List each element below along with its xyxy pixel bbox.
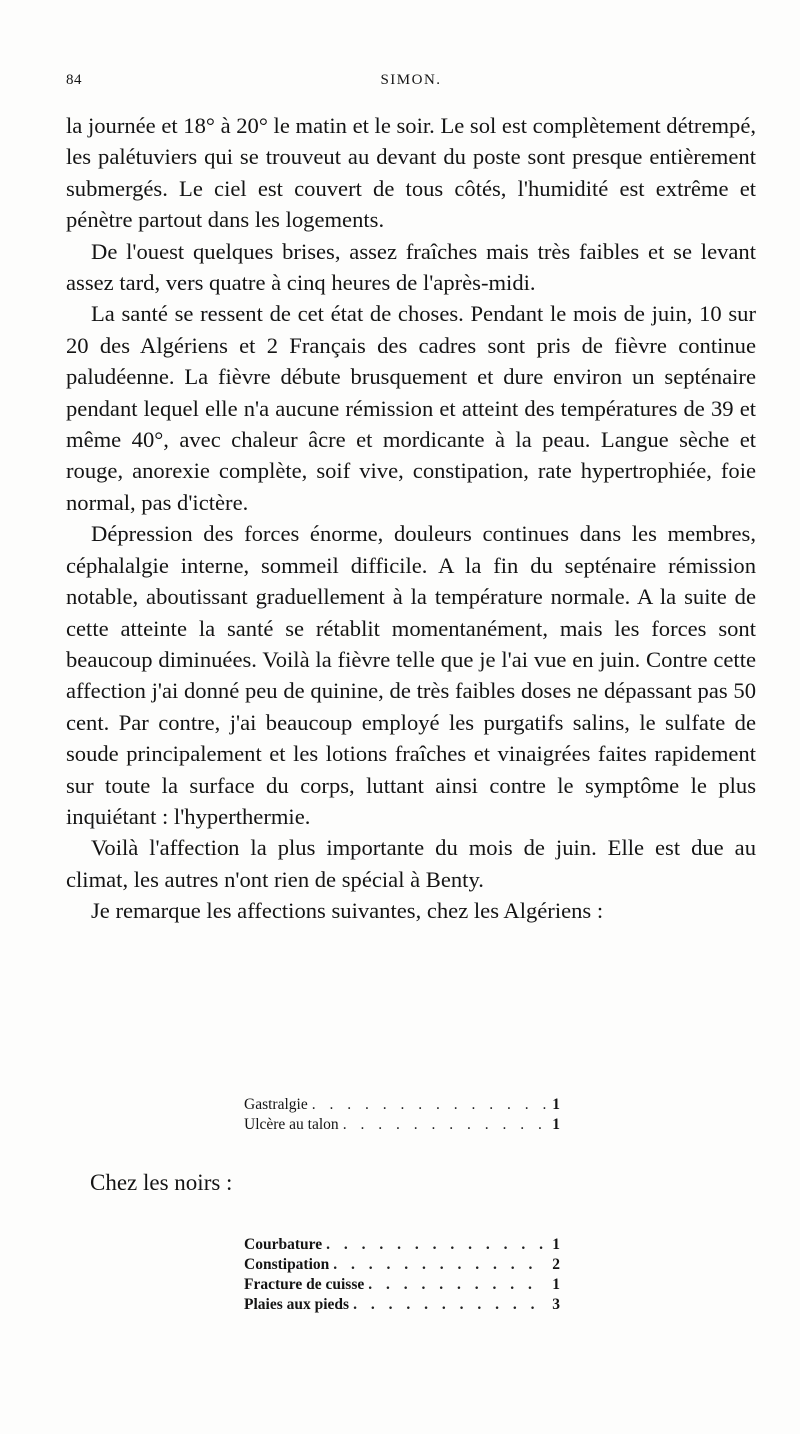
dot-leader bbox=[308, 1096, 546, 1114]
page-number: 84 bbox=[66, 72, 82, 88]
paragraph-2: De l'ouest quelques brises, assez fraîches mais très faibles et se levant assez tard, vers quatre à cinq heures de l'après-midi. bbox=[66, 238, 756, 296]
list-item bbox=[244, 1096, 560, 1116]
page-header bbox=[66, 72, 756, 96]
affection-name: Gastralgie bbox=[244, 1096, 308, 1113]
affection-name: Ulcère au talon bbox=[244, 1116, 339, 1133]
list-item bbox=[244, 1276, 560, 1296]
affection-name: Fracture de cuisse bbox=[244, 1276, 365, 1293]
affection-name: Constipation bbox=[244, 1256, 330, 1273]
running-head: SIMON. bbox=[380, 72, 442, 88]
paragraph-6: Je remarque les affections suivantes, chez les Algériens : bbox=[91, 898, 604, 924]
affection-name: Plaies aux pieds bbox=[244, 1296, 350, 1313]
dot-leader bbox=[349, 1296, 546, 1314]
paragraph-3: La santé se ressent de cet état de choses. Pendant le mois de juin, 10 sur 20 des Algériens et 2 Français des cadres sont pris de fièvre continue paludéenne. La fièvre débute brusquement et dure environ un septénaire pendant lequel elle n'a aucune rémission et atteint des températures de 39 et même 40°, avec chaleur âcre et mordicante à la peau. Langue sèche et rouge, anorexie complète, soif vive, constipation, rate hypertrophiée, foie normal, pas d'ictère. bbox=[66, 301, 756, 515]
affection-count: 1 bbox=[552, 1236, 560, 1253]
body-text bbox=[66, 110, 756, 927]
affection-name: Courbature bbox=[244, 1236, 323, 1253]
dot-leader bbox=[364, 1276, 546, 1294]
paragraph-1: la journée et 18° à 20° le matin et le soir. Le sol est complètement détrempé, les palétuviers qui se trouveut au devant du poste sont presque entièrement submergés. Le ciel est couvert de tous côtés, l'humidité est extrême et pénètre partout dans les logements. bbox=[66, 113, 757, 233]
affection-count: 3 bbox=[552, 1296, 560, 1313]
affection-count: 2 bbox=[552, 1256, 560, 1273]
list-item bbox=[244, 1116, 560, 1136]
paragraph-5: Voilà l'affection la plus importante du mois de juin. Elle est due au climat, les autres n'ont rien de spécial à Benty. bbox=[66, 835, 756, 892]
dot-leader bbox=[339, 1116, 546, 1134]
list-item bbox=[244, 1236, 560, 1256]
affection-count: 1 bbox=[552, 1276, 560, 1293]
noirs-affection-list bbox=[244, 1236, 560, 1316]
list-item bbox=[244, 1256, 560, 1276]
noirs-heading: Chez les noirs : bbox=[90, 1170, 233, 1195]
affection-count: 1 bbox=[552, 1116, 560, 1133]
dot-leader bbox=[329, 1256, 546, 1274]
affection-count: 1 bbox=[552, 1096, 560, 1113]
dot-leader bbox=[322, 1236, 546, 1254]
list-item bbox=[244, 1296, 560, 1316]
paragraph-4: Dépression des forces énorme, douleurs continues dans les membres, céphalalgie interne, sommeil difficile. A la fin du septénaire rémission notable, aboutissant graduellement à la température normale. A la suite de cette atteinte la santé se rétablit momentanément, mais les forces sont beaucoup diminuées. Voilà la fièvre telle que je l'ai vue en juin. Contre cette affection j'ai donné peu de quinine, de très faibles doses ne dépassant pas 50 cent. Par contre, j'ai beaucoup employé les purgatifs salins, le sulfate de soude principalement et les lotions fraîches et vinaigrées faites rapidement sur toute la surface du corps, luttant ainsi contre le symptôme le plus inquiétant : l'hyperthermie. bbox=[66, 521, 756, 829]
algeriens-affection-list bbox=[244, 1096, 560, 1136]
